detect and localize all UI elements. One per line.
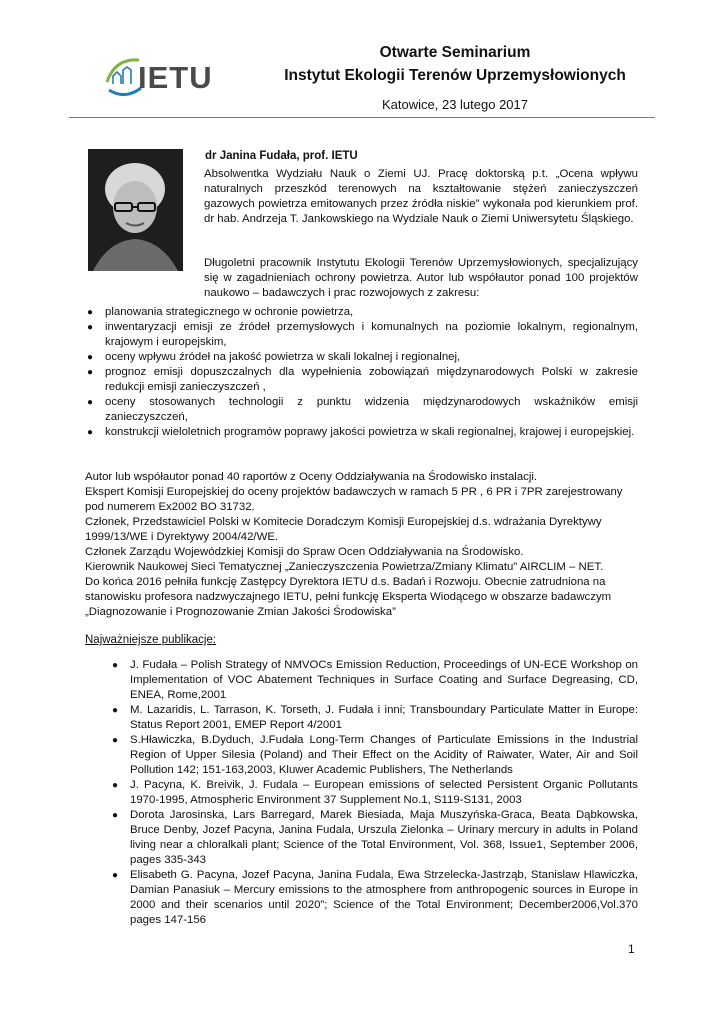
- career-line: Członek, Przedstawiciel Polski w Komitecie Doradczym Komisji Europejskiej d.s. wdrażania Dyrektywy: [85, 516, 602, 528]
- list-item: ● J. Fudała – Polish Strategy of NMVOCs Emission Reduction, Proceedings of UN-ECE Workshop on Implementation of VOC Abatement Techniques in Surface Coating and Surface Degreasing, CD, ENEA, Rome,2001: [112, 659, 638, 701]
- career-line: stanowisku profesora nadzwyczajnego IETU, pełni funkcję Eksperta Wiodącego w obszarze badawczym: [85, 591, 612, 603]
- institute-title: Instytut Ekologii Terenów Uprzemysłowionych: [284, 67, 626, 84]
- list-item: ● inwentaryzacji emisji ze źródeł przemysłowych i komunalnych na poziomie lokalnym, regionalnym, krajowym i europejskim,: [87, 321, 638, 348]
- list-item: ● konstrukcji wieloletnich programów poprawy jakości powietrza w skali regionalnej, krajowej i europejskiej.: [87, 426, 635, 438]
- bio-paragraph-1: Absolwentka Wydziału Nauk o Ziemi UJ. Pracę doktorską p.t. „Ocena wpływu naturalnych przeszkód terenowych na kształtowanie stężeń zanieczyszczeń gazowych powietrza emitowanych przez źródła niskie” wykonała pod kierunkiem prof. dr hab. Andrzeja T. Jankowskiego na Wydziale Nauk o Ziemi Uniwersytetu Śląskiego.: [204, 168, 638, 225]
- list-item: ● Dorota Jarosinska, Lars Barregard, Marek Biesiada, Maja Muszyńska-Graca, Beata Dąbkowska, Bruce Denby, Jozef Pacyna, Janina Fudala, Urszula Zielonka – Urinary mercury in adults in Poland living near a chloralkali plant; Science of the Total Environment, Vol. 368, Issue1, September 2006, pages 335-343: [112, 809, 638, 866]
- page-number: 1: [628, 942, 635, 956]
- career-line: Członek Zarządu Wojewódzkiej Komisji do Spraw Ocen Oddziaływania na Środowisko.: [85, 546, 524, 558]
- career-line: Kierownik Naukowej Sieci Tematycznej „Zanieczyszczenia Powietrza/Zmiany Klimatu” AIRCLIM – NET.: [85, 561, 604, 573]
- list-item: ● Elisabeth G. Pacyna, Jozef Pacyna, Janina Fudala, Ewa Strzelecka-Jastrząb, Stanislaw Hlawiczka, Damian Panasiuk – Mercury emissions to the atmosphere from anthropogenic sources in Europe in 2000 and their scenarios until 2020”; Science of the Total Environment; December2006,Vol.370 pages 147-156: [112, 869, 638, 926]
- publications-heading: Najważniejsze publikacje:: [85, 634, 217, 646]
- person-name: dr Janina Fudała, prof. IETU: [205, 150, 358, 162]
- seminar-title: Otwarte Seminarium: [379, 44, 531, 61]
- publications-list: [112, 658, 638, 928]
- career-line: pod numerem Ex2002 BO 31732.: [85, 501, 255, 513]
- career-line: Autor lub współautor ponad 40 raportów z Oceny Oddziaływania na Środowisko instalacji.: [85, 471, 538, 483]
- list-item: ● oceny wpływu źródeł na jakość powietrza w skali lokalnej i regionalnej,: [87, 351, 461, 363]
- list-item: ● J. Pacyna, K. Breivik, J. Fudala – European emissions of selected Persistent Organic Pollutants 1970-1995, Atmospheric Environment 37 Supplement No.1, S119-S131, 2003: [112, 779, 638, 806]
- header-divider: [69, 117, 655, 118]
- bio-paragraph-2: Długoletni pracownik Instytutu Ekologii Terenów Uprzemysłowionych, specjalizujący się w zagadnieniach ochrony powietrza. Autor lub współautor ponad 100 projektów naukowo – badawczych i prac rozwojowych z zakresu:: [204, 257, 638, 299]
- career-line: Do końca 2016 pełniła funkcję Zastępcy Dyrektora IETU d.s. Badań i Rozwoju. Obecnie zatrudniona na: [85, 576, 606, 588]
- list-item: ● prognoz emisji dopuszczalnych dla wypełnienia zobowiązań międzynarodowych Polski w zakresie redukcji emisji zanieczyszczeń ,: [87, 366, 638, 393]
- logo-wordmark: IETU: [138, 60, 213, 95]
- list-item: ● oceny stosowanych technologii z punktu widzenia międzynarodowych wskaźników emisji zanieczyszczeń,: [87, 396, 638, 423]
- scope-list: [87, 305, 638, 440]
- portrait-photo: [88, 149, 183, 271]
- list-item: ● M. Lazaridis, L. Tarrason, K. Torseth, J. Fudała i inni; Transboundary Particulate Matter in Europe: Status Report 2001, EMEP Report 4/2001: [112, 704, 638, 731]
- career-section: [85, 470, 640, 620]
- list-item: ● S.Hławiczka, B.Dyduch, J.Fudała Long-Term Changes of Particulate Emissions in the Industrial Region of Upper Silesia (Poland) and Their Effect on the Acidity of Raiwater, Water, Air and Soil Pollution 142; 151-163,2003, Kluwer Academic Publishers, The Netherlands: [112, 734, 638, 776]
- career-line: 1999/13/WE i Dyrektywy 2004/42/WE.: [85, 531, 279, 543]
- career-line: „Diagnozowanie i Prognozowanie Zmian Jakości Środowiska”: [85, 606, 396, 618]
- event-date: Katowice, 23 lutego 2017: [382, 97, 528, 112]
- list-item: ● planowania strategicznego w ochronie powietrza,: [87, 306, 354, 318]
- career-line: Ekspert Komisji Europejskiej do oceny projektów badawczych w ramach 5 PR , 6 PR i 7PR zarejestrowany: [85, 486, 623, 498]
